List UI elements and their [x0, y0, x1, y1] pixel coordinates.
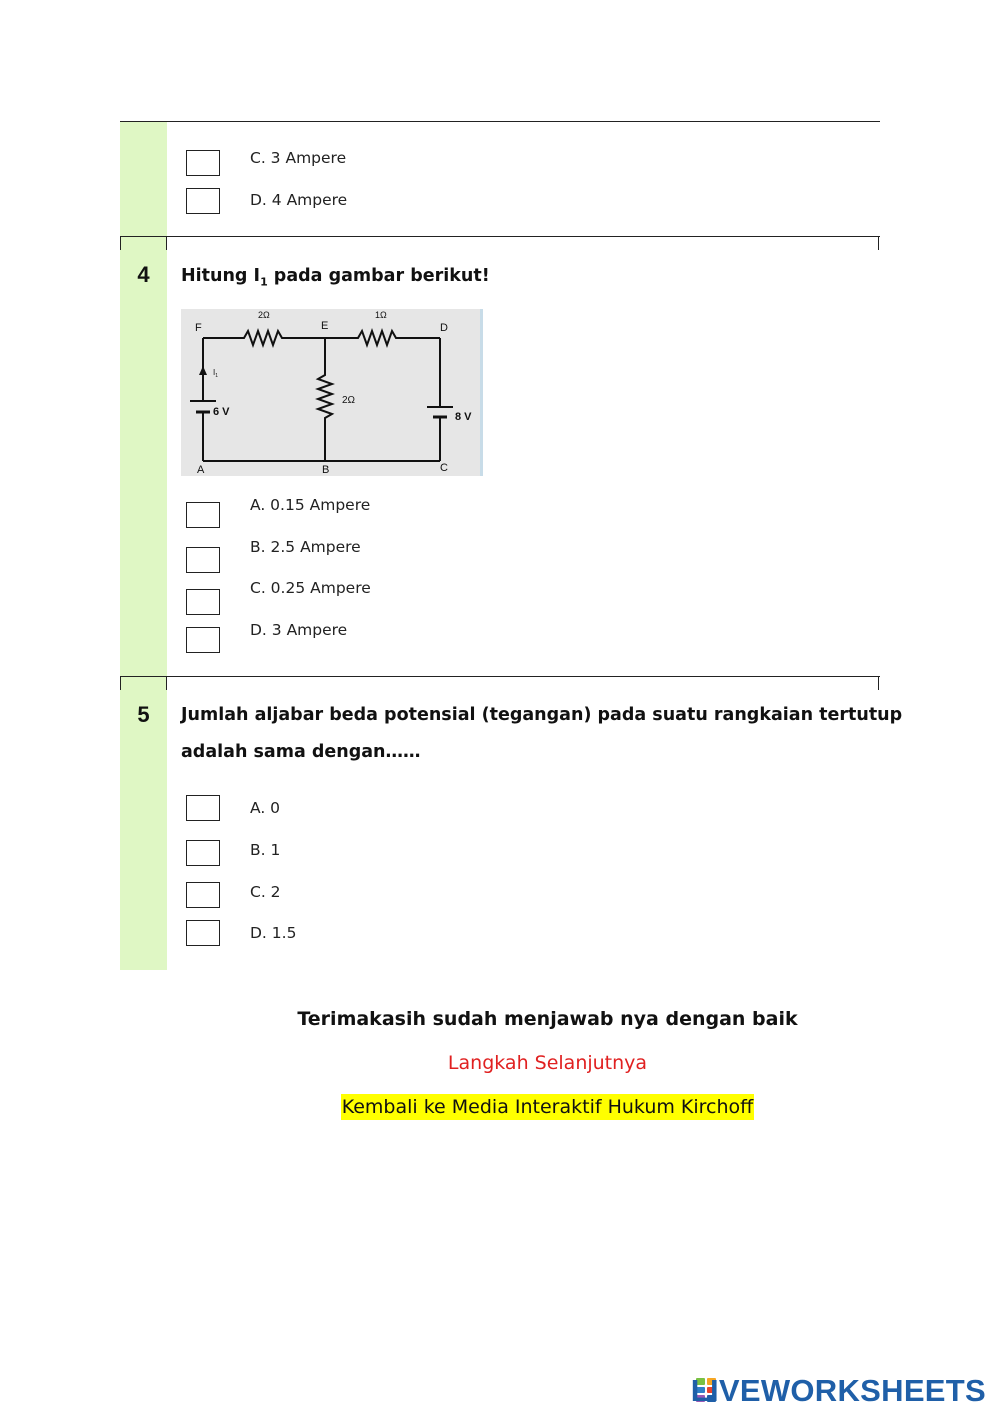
separator-tick — [166, 676, 167, 690]
circuit-diagram — [181, 309, 483, 476]
option-label-q5-c: C. 2 — [250, 883, 281, 901]
liveworksheets-brand: LIVEWORKSHEETS — [690, 1373, 986, 1408]
separator-q5 — [120, 676, 880, 677]
question-text-5-line1: Jumlah aljabar beda potensial (tegangan) pada suatu rangkaian tertutup — [181, 705, 903, 725]
back-to-media-link[interactable]: Kembali ke Media Interaktif Hukum Kirchoff — [341, 1096, 754, 1118]
option-label-q4-b: B. 2.5 Ampere — [250, 538, 361, 556]
top-rule — [120, 121, 880, 122]
answer-checkbox-q4-b[interactable] — [186, 547, 220, 573]
answer-checkbox-q3-c[interactable] — [186, 150, 220, 176]
question-text-4: Hitung $I_1$ pada gambar berikut! — [181, 266, 490, 289]
label-r-middle: 2Ω — [342, 395, 356, 406]
option-label-q3-c: C. 3 Ampere — [250, 149, 347, 167]
node-d: D — [440, 322, 448, 334]
answer-checkbox-q5-c[interactable] — [186, 882, 220, 908]
separator-tick — [120, 236, 121, 250]
next-step-link[interactable]: Langkah Selanjutnya — [447, 1052, 648, 1074]
question-number-4: 4 — [137, 262, 150, 287]
question-number-5: 5 — [137, 702, 150, 727]
node-c: C — [440, 462, 448, 474]
separator-tick — [878, 676, 879, 690]
node-f: F — [195, 322, 202, 334]
answer-checkbox-q5-a[interactable] — [186, 795, 220, 821]
answer-checkbox-q5-b[interactable] — [186, 840, 220, 866]
option-label-q4-a: A. 0.15 Ampere — [250, 496, 371, 514]
answer-checkbox-q3-d[interactable] — [186, 188, 220, 214]
option-label-q5-d: D. 1.5 — [250, 924, 297, 942]
label-r-top-right: 1Ω — [375, 310, 387, 320]
node-b: B — [322, 464, 330, 476]
label-battery-right: 8 V — [455, 411, 472, 423]
separator-q4 — [120, 236, 880, 237]
separator-tick — [120, 676, 121, 690]
node-e: E — [321, 320, 329, 332]
thank-you-text: Terimakasih sudah menjawab nya dengan baik — [297, 1008, 798, 1030]
answer-checkbox-q4-d[interactable] — [186, 627, 220, 653]
node-a: A — [197, 464, 205, 476]
separator-tick — [878, 236, 879, 250]
answer-checkbox-q5-d[interactable] — [186, 920, 220, 946]
label-current: $I_1$ — [213, 368, 219, 379]
answer-checkbox-q4-c[interactable] — [186, 589, 220, 615]
label-battery-left: 6 V — [213, 406, 230, 418]
separator-tick — [166, 236, 167, 250]
label-r-top-left: 2Ω — [258, 310, 270, 320]
option-label-q4-c: C. 0.25 Ampere — [250, 579, 371, 597]
option-label-q5-b: B. 1 — [250, 841, 281, 859]
option-label-q3-d: D. 4 Ampere — [250, 191, 348, 209]
option-label-q4-d: D. 3 Ampere — [250, 621, 348, 639]
question-text-5-line2: adalah sama dengan…… — [181, 742, 421, 762]
option-label-q5-a: A. 0 — [250, 799, 281, 817]
answer-checkbox-q4-a[interactable] — [186, 502, 220, 528]
question-number-column — [120, 122, 167, 970]
